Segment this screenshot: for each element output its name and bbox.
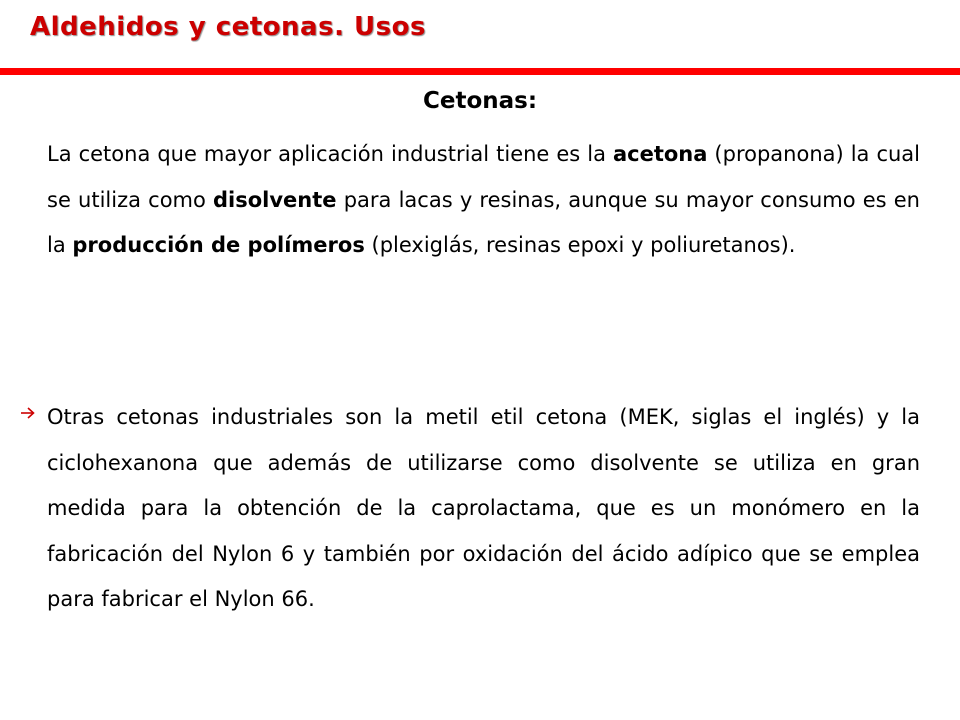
paragraph-acetona bbox=[47, 132, 920, 269]
keyword-disolvente: disolvente bbox=[213, 187, 337, 212]
paragraph-text: La cetona que mayor aplicación industrial tiene es la bbox=[47, 142, 613, 166]
keyword-acetona: acetona bbox=[612, 142, 708, 166]
section-heading-text: Cetonas: bbox=[422, 88, 538, 114]
paragraph-text: (propanona) la cual se utiliza como bbox=[47, 142, 920, 212]
arrow-right-icon bbox=[20, 406, 36, 420]
slide-title: Aldehidos y cetonas. Usos bbox=[30, 12, 426, 42]
paragraph-text: para lacas y resinas, aunque su mayor consumo es en la bbox=[47, 187, 920, 257]
paragraph-otras-cetonas: Otras cetonas industriales son la metil etil cetona (MEK, siglas el inglés) y la ciclohexanona que además de utilizarse como disolvente se utiliza en gran medida para la obtención de la caprolactama, que es un monómero en la fabricación del Nylon 6 y también por oxidación del ácido adípico que se emplea para fabricar el Nylon 66. bbox=[47, 405, 920, 611]
title-divider bbox=[0, 68, 960, 75]
section-heading bbox=[0, 88, 960, 114]
keyword-produccion-polimeros: producción de polímeros bbox=[72, 233, 365, 257]
paragraph-text: (plexiglás, resinas epoxi y poliuretanos). bbox=[364, 233, 796, 257]
